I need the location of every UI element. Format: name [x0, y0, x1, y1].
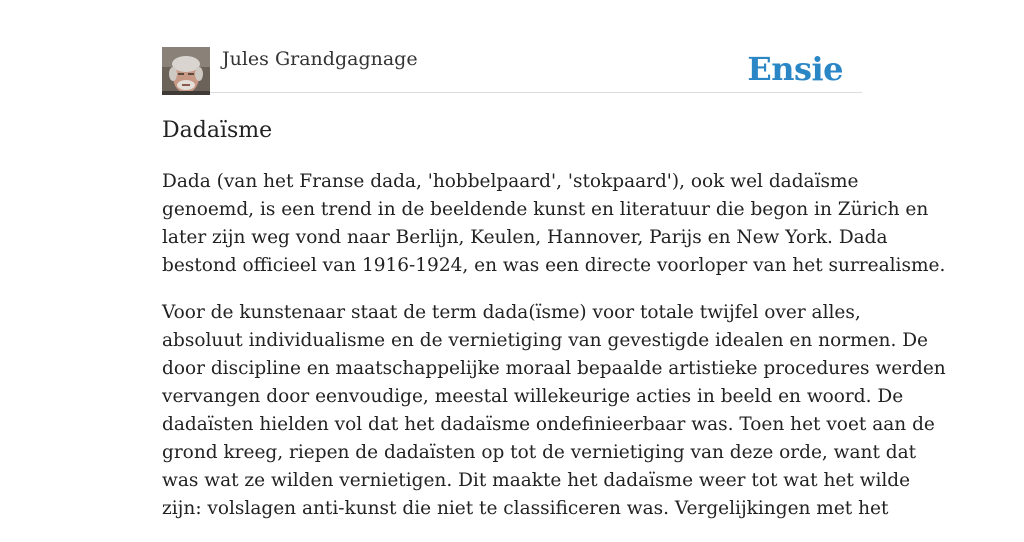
- article-body: [162, 168, 946, 542]
- paragraph-line: genoemd, is een trend in de beeldende kunst en literatuur die begon in Zürich en: [162, 199, 929, 220]
- article-header: [162, 46, 862, 93]
- article-paragraph: [162, 299, 946, 523]
- author-avatar-photo: [162, 47, 210, 95]
- article-paragraph: [162, 168, 946, 280]
- author-avatar[interactable]: [162, 47, 210, 95]
- article-card: [162, 0, 946, 519]
- paragraph-line: grond kreeg, riepen de dadaïsten op tot de vernietiging van deze orde, want dat: [162, 442, 917, 463]
- paragraph-line: Voor de kunstenaar staat de term dada(ïsme) voor totale twijfel over alles,: [162, 302, 861, 323]
- paragraph-line: later zijn weg vond naar Berlijn, Keulen, Hannover, Parijs en New York. Dada: [162, 227, 888, 248]
- paragraph-line: was wat ze wilden vernietigen. Dit maakte het dadaïsme weer tot wat het wilde: [162, 470, 911, 491]
- paragraph-line: Dada (van het Franse dada, 'hobbelpaard', 'stokpaard'), ook wel dadaïsme: [162, 171, 859, 192]
- paragraph-line: absoluut individualisme en de vernietiging van gevestigde idealen en normen. De: [162, 330, 929, 351]
- brand-logo[interactable]: Ensie: [747, 50, 843, 88]
- paragraph-line: zijn: volslagen anti-kunst die niet te classificeren was. Vergelijkingen met het: [162, 498, 889, 519]
- author-name[interactable]: Jules Grandgagnage: [222, 48, 418, 70]
- paragraph-line: door discipline en maatschappelijke moraal bepaalde artistieke procedures werden: [162, 358, 946, 379]
- paragraph-line: bestond officieel van 1916-1924, en was een directe voorloper van het surrealisme.: [162, 255, 946, 276]
- paragraph-line: dadaïsten hielden vol dat het dadaïsme ondefinieerbaar was. Toen het voet aan de: [162, 414, 935, 435]
- article-title: Dadaïsme: [162, 118, 273, 143]
- paragraph-line: vervangen door eenvoudige, meestal willekeurige acties in beeld en woord. De: [162, 386, 904, 407]
